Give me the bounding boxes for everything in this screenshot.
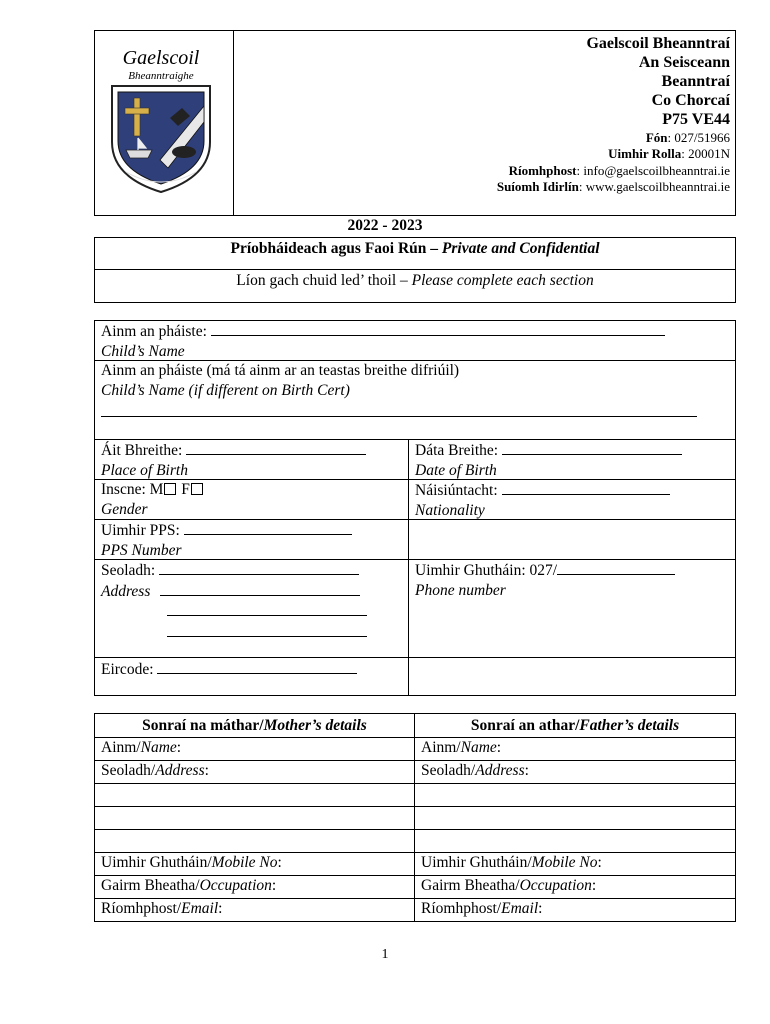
nationality-label: Náisiúntacht: [415,482,502,499]
instruction-line [94,270,736,303]
phone-blank[interactable] [557,560,675,575]
father-header-english: Father’s details [579,717,680,734]
father-address-field[interactable] [414,760,736,784]
eircode-blank[interactable] [157,659,357,674]
birthplace-blank[interactable] [186,440,366,455]
school-year: 2022 - 2023 [347,217,423,234]
address-blank-1[interactable] [159,560,359,575]
pps-field[interactable] [94,519,409,560]
mother-name-english: Name [140,739,177,756]
father-name-label: Ainm/ [421,739,461,756]
colon: : [591,877,597,894]
gender-label-f: F [177,481,190,498]
mother-address-line-4[interactable] [94,829,415,853]
mother-email-field[interactable] [94,898,415,922]
header-divider [233,30,234,216]
dob-blank[interactable] [502,440,682,455]
email-value: : info@gaelscoilbheanntrai.ie [576,163,730,178]
colon: : [204,762,209,779]
mother-mobile-english: Mobile No [211,854,278,871]
father-address-label: Seoladh/ [421,762,476,779]
colon: : [496,739,502,756]
crest-subtitle-text: Bheanntraighe [128,70,194,82]
school-name: Gaelscoil Bheanntraí [586,35,730,52]
mother-occupation-english: Occupation [199,877,272,894]
address-blank-3[interactable] [167,601,367,616]
gender-male-checkbox[interactable] [164,483,176,495]
father-mobile-label: Uimhir Ghutháin/ [421,854,532,871]
father-header [414,713,736,738]
school-crest-logo [104,42,218,194]
address-line-3: Co Chorcaí [651,92,730,109]
mother-name-field[interactable] [94,737,415,761]
father-address-line-4[interactable] [414,829,736,853]
dob-label: Dáta Breithe: [415,442,502,459]
nationality-blank[interactable] [502,480,670,495]
mother-address-line-2[interactable] [94,783,415,807]
confidential-english: Private and Confidential [441,240,600,257]
father-mobile-field[interactable] [414,852,736,876]
nationality-field[interactable] [408,479,736,520]
mother-header-english: Mother’s details [263,717,367,734]
pps-blank[interactable] [184,520,352,535]
father-name-field[interactable] [414,737,736,761]
school-website [497,179,730,195]
dob-english: Date of Birth [415,461,497,479]
child-alt-name-label: Ainm an pháiste (má tá ainm ar an teastas breithe difriúil) [101,362,460,379]
colon: : [277,854,282,871]
instruction-irish: Líon gach chuid led’ thoil – [236,272,412,289]
confidential-heading [94,237,736,270]
roll-label: Uimhir Rolla [608,146,682,161]
mother-mobile-label: Uimhir Ghutháin/ [101,854,212,871]
father-email-english: Email [501,900,539,917]
mother-header [94,713,415,738]
page-number: 1 [381,947,389,962]
mother-address-english: Address [155,762,205,779]
child-name-blank[interactable] [211,321,665,336]
instruction-english: Please complete each section [411,272,594,289]
eircode-line: P75 VE44 [662,111,730,128]
mother-occupation-label: Gairm Bheatha/ [101,877,200,894]
father-email-field[interactable] [414,898,736,922]
dob-field[interactable] [408,439,736,480]
birthplace-english: Place of Birth [101,461,188,479]
crest-title-text: Gaelscoil [122,47,200,69]
colon: : [524,762,529,779]
nationality-english: Nationality [415,501,485,519]
gender-english: Gender [101,500,148,518]
mother-address-label: Seoladh/ [101,762,156,779]
gender-label-m: Inscne: M [101,481,164,498]
empty-cell [408,519,736,560]
mother-email-english: Email [181,900,219,917]
address-blank-4[interactable] [167,622,367,637]
father-address-english: Address [475,762,525,779]
colon: : [597,854,602,871]
mother-occupation-field[interactable] [94,875,415,899]
father-email-label: Ríomhphost/ [421,900,502,917]
child-name-label: Ainm an pháiste: [101,323,211,340]
pps-english: PPS Number [101,541,182,559]
father-occupation-field[interactable] [414,875,736,899]
address-line-2: Beanntraí [661,73,730,90]
phone-english: Phone number [415,581,506,599]
colon: : [538,900,543,917]
school-phone-value: : 027/51966 [667,130,730,145]
mother-address-line-3[interactable] [94,806,415,830]
child-alt-name-field[interactable] [94,360,736,440]
gender-female-checkbox[interactable] [191,483,203,495]
father-header-irish: Sonraí an athar/ [470,717,580,734]
birthplace-label: Áit Bhreithe: [101,442,187,459]
address-label: Seoladh: [101,562,160,579]
father-address-line-3[interactable] [414,806,736,830]
eircode-field[interactable] [94,657,409,696]
empty-cell [408,657,736,696]
father-occupation-english: Occupation [519,877,592,894]
email-label: Ríomhphost [508,163,577,178]
school-phone-label: Fón [645,130,668,145]
roll-value: : 20001N [681,146,730,161]
mother-email-label: Ríomhphost/ [101,900,182,917]
school-roll-number [608,146,730,162]
eircode-label: Eircode: [101,661,158,678]
mother-name-label: Ainm/ [101,739,141,756]
school-email [509,163,730,179]
website-label: Suíomh Idirlín [496,179,579,194]
child-alt-name-blank[interactable] [101,402,697,417]
mother-address-field[interactable] [94,760,415,784]
confidential-irish: Príobháideach agus Faoi Rún – [230,240,442,257]
father-address-line-2[interactable] [414,783,736,807]
child-name-field[interactable] [94,320,736,361]
pps-label: Uimhir PPS: [101,522,184,539]
birthplace-field[interactable] [94,439,409,480]
address-field[interactable] [94,559,409,658]
child-alt-name-english: Child’s Name (if different on Birth Cert) [101,381,350,399]
address-blank-2[interactable] [160,581,360,596]
mother-header-irish: Sonraí na máthar/ [142,717,264,734]
gender-field[interactable] [94,479,409,520]
colon: : [218,900,223,917]
school-phone [646,130,730,146]
father-mobile-english: Mobile No [531,854,598,871]
father-name-english: Name [460,739,497,756]
colon: : [176,739,182,756]
address-line-1: An Seisceann [638,54,730,71]
mother-mobile-field[interactable] [94,852,415,876]
child-name-english: Child’s Name [101,342,185,360]
phone-label: Uimhir Ghutháin: 027/ [415,562,558,579]
colon: : [271,877,277,894]
phone-field[interactable] [408,559,736,658]
address-english: Address [101,582,151,600]
website-value: : www.gaelscoilbheanntrai.ie [578,179,730,194]
father-occupation-label: Gairm Bheatha/ [421,877,520,894]
